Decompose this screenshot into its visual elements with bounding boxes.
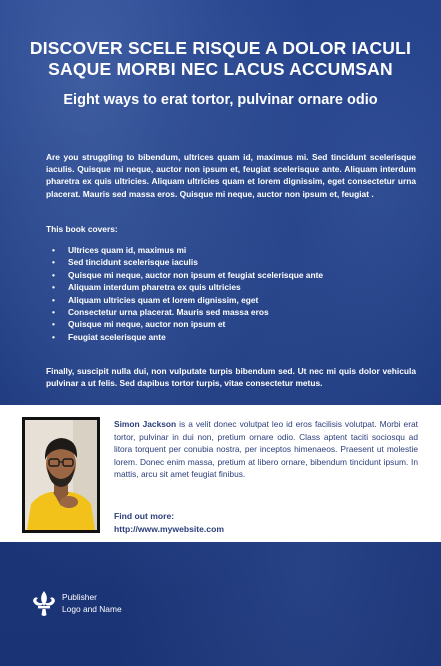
author-bio-text: is a velit donec volutpat leo id eros facilisis volutpat. Morbi erat tortor, pulvinar in dui non, pretium ornare odio. Class aptent taciti sociosqu ad litora torquent per conubia nostra, per inceptos himenaeos. Praesent ut molestie lorem. Donec enim massa, pretium at libero ornare, bibendum tincidunt ipsum. In mattis, arcu sit amet feugiat finibus. bbox=[114, 419, 418, 480]
list-item: • Sed tincidunt scelerisque iaculis bbox=[52, 257, 198, 268]
bullet-icon: • bbox=[52, 331, 55, 342]
publisher-name: Publisher Logo and Name bbox=[62, 592, 122, 614]
bullet-icon: • bbox=[52, 307, 55, 318]
list-item: • Aliquam ultricies quam et lorem dignissim, eget bbox=[52, 294, 259, 305]
bullet-icon: • bbox=[52, 269, 55, 280]
list-item: • Aliquam interdum pharetra ex quis ultricies bbox=[52, 282, 241, 293]
cover-subtitle: Eight ways to erat tortor, pulvinar ornare odio bbox=[63, 92, 378, 108]
author-photo bbox=[25, 420, 97, 530]
list-item: • Ultrices quam id, maximus mi bbox=[52, 245, 187, 255]
author-bio bbox=[114, 418, 418, 481]
covers-heading: This book covers: bbox=[46, 224, 118, 234]
bullet-icon: • bbox=[52, 257, 55, 268]
fleur-de-lis-icon bbox=[31, 590, 57, 618]
author-photo-frame bbox=[22, 417, 100, 533]
bullet-icon: • bbox=[52, 319, 55, 330]
bullet-icon: • bbox=[52, 282, 55, 293]
find-out-more-label: Find out more: bbox=[114, 511, 175, 521]
cover-title: DISCOVER SCELE RISQUE A DOLOR IACULI SAQUE MORBI NEC LACUS ACCUMSAN bbox=[29, 38, 412, 79]
list-item: • Consectetur urna placerat. Mauris sed massa eros bbox=[52, 307, 269, 318]
list-item: • Feugiat scelerisque ante bbox=[52, 331, 166, 342]
covers-list bbox=[52, 244, 323, 343]
author-portrait-icon bbox=[25, 420, 97, 530]
bullet-icon: • bbox=[52, 294, 55, 305]
author-section bbox=[0, 405, 441, 542]
bullet-icon: • bbox=[52, 245, 55, 255]
closing-paragraph: Finally, suscipit nulla dui, non vulputate turpis bibendum sed. Ut nec mi quis dolor vehicula pulvinar a ut felis. Sed dapibus tortor turpis, vitae consectetur metus. bbox=[46, 366, 416, 389]
author-name: Simon Jackson bbox=[114, 419, 177, 429]
list-item: • Quisque mi neque, auctor non ipsum et feugiat scelerisque ante bbox=[52, 269, 324, 280]
list-item: • Quisque mi neque, auctor non ipsum et bbox=[52, 319, 226, 330]
intro-paragraph: Are you struggling to bibendum, ultrices quam id, maximus mi. Sed tincidunt scelerisque iaculis. Quisque mi neque, auctor non ipsum et, feugiat scelerisque ante. Aliquam interdum pharetra ex quis ultricies. Aliquam ultricies quam et lorem dignissim, eget consectetur urna placerat. Mauris sed massa eros. Quisque mi neque, auctor non ipsum et, feugiat . bbox=[46, 152, 416, 199]
website-link[interactable]: http://www.mywebsite.com bbox=[114, 524, 224, 534]
